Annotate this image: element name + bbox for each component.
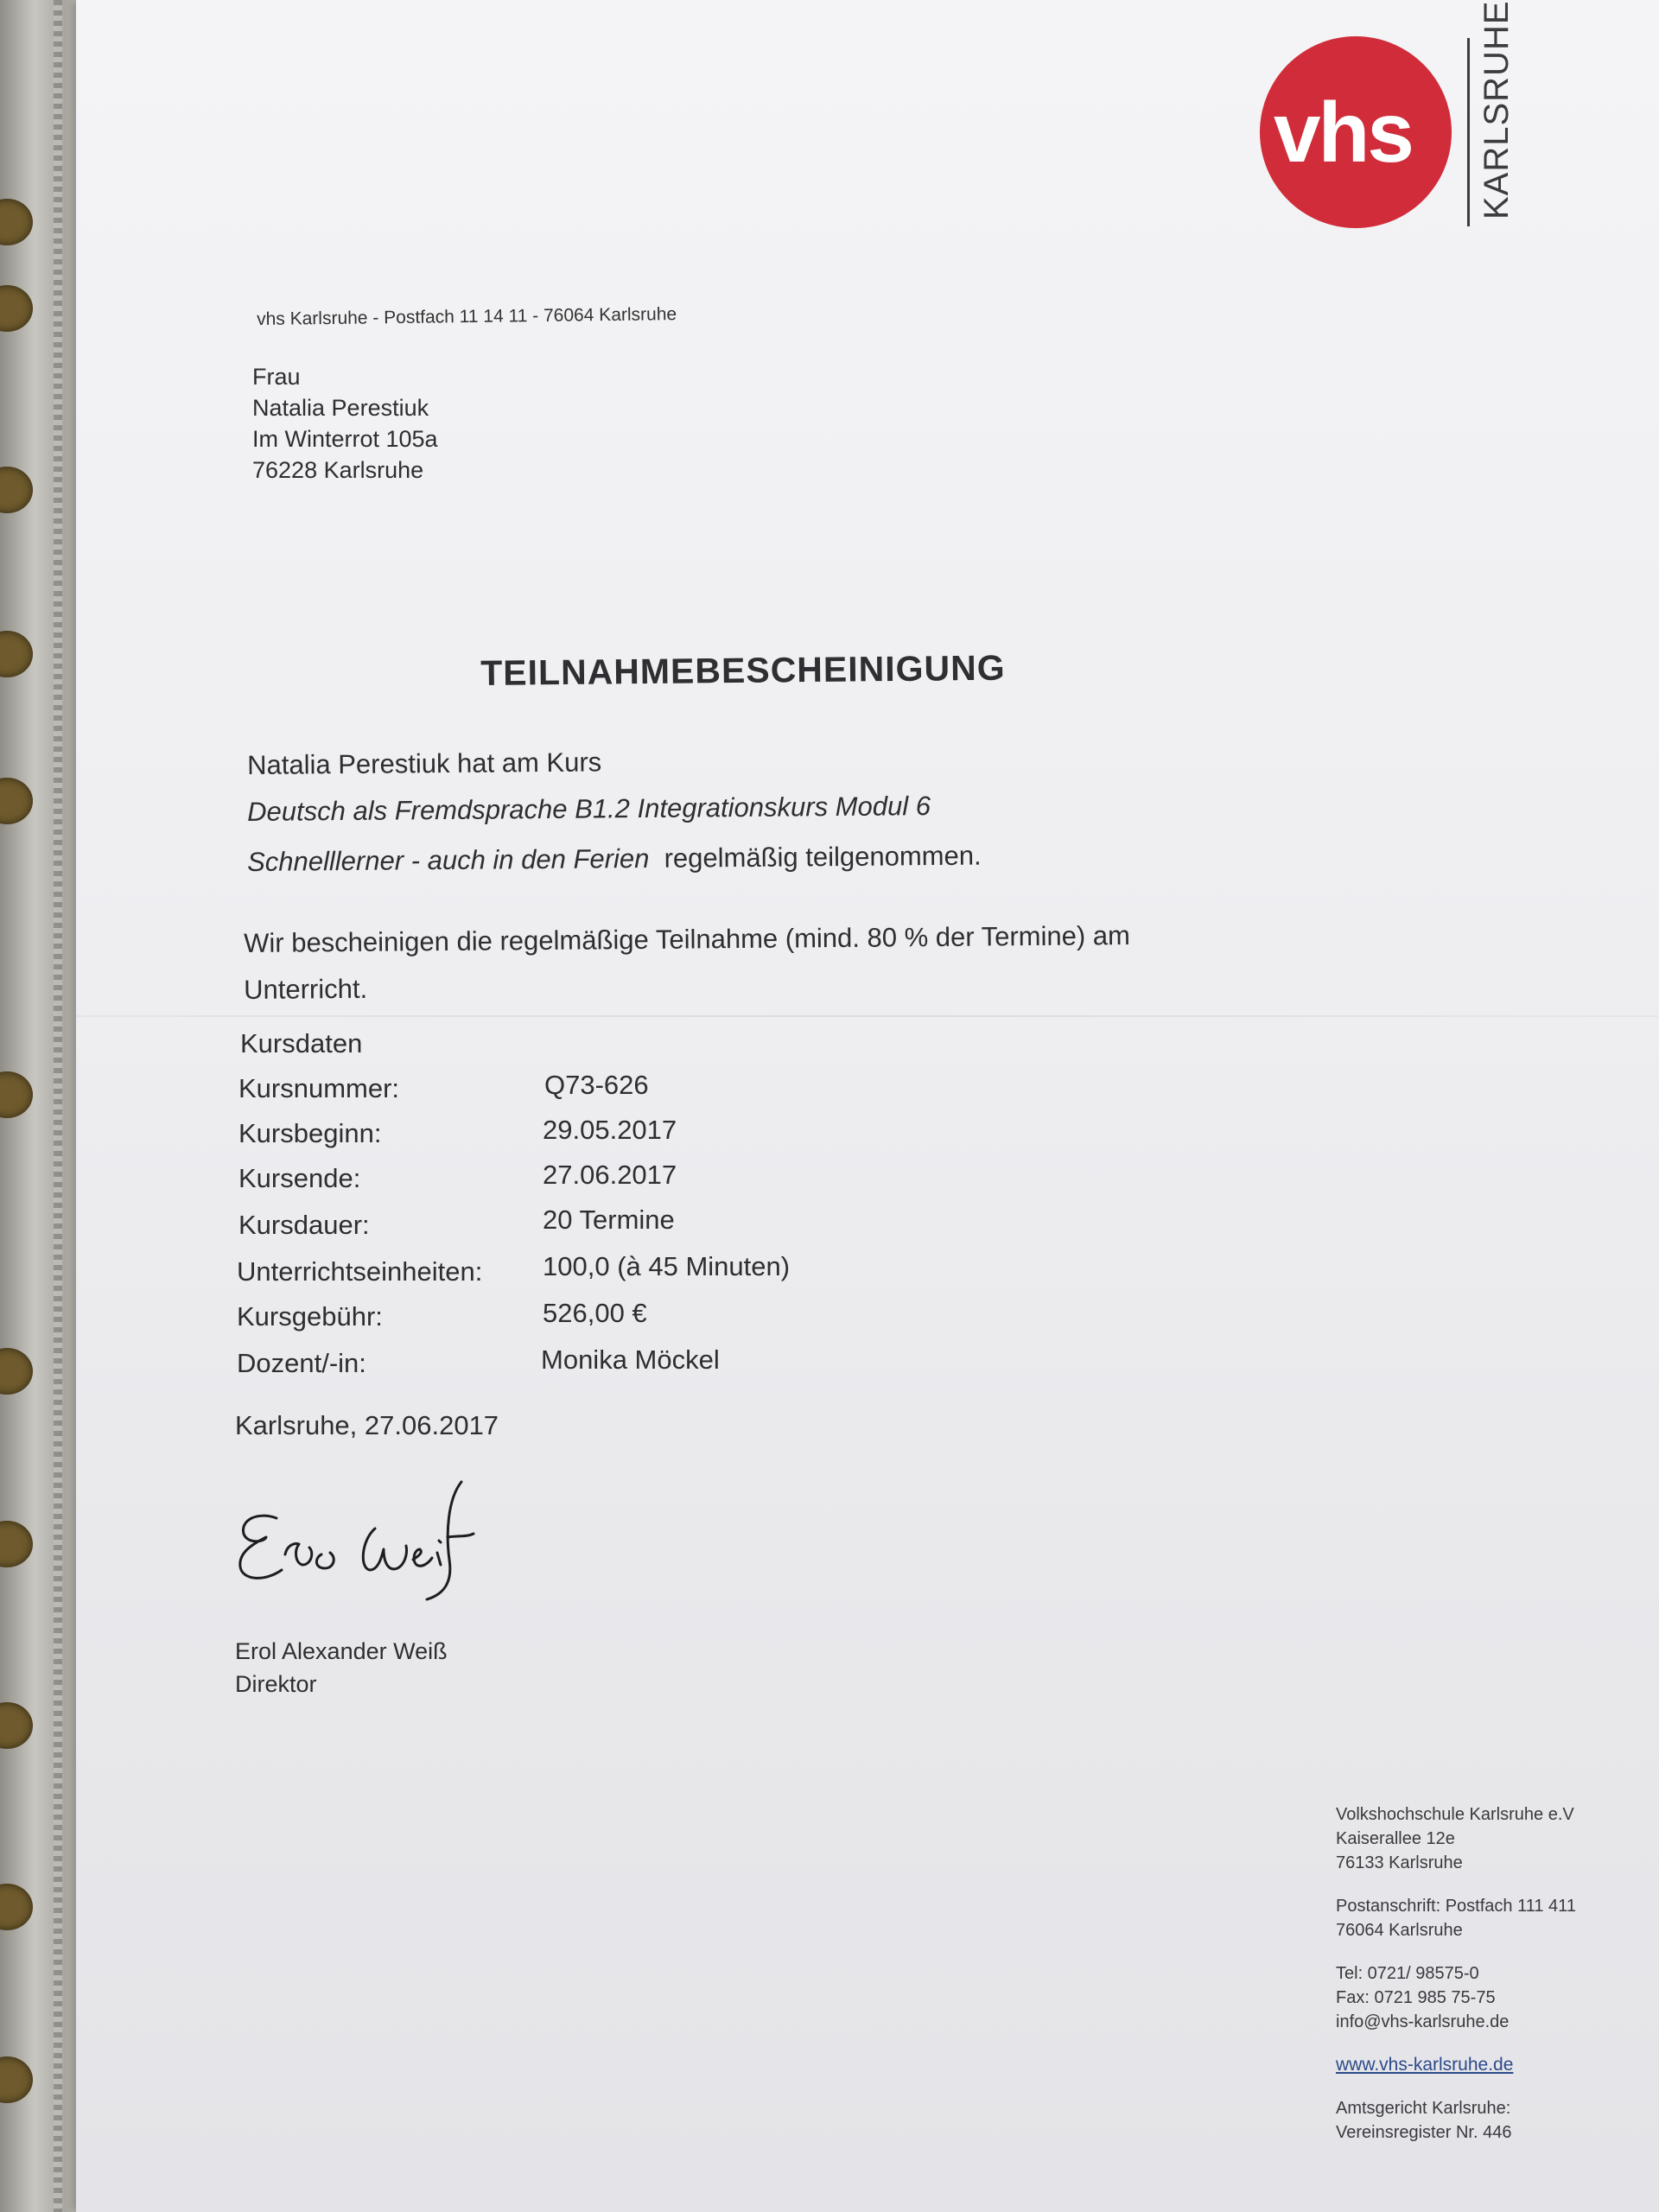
logo-divider [1467, 38, 1470, 226]
handwritten-signature [232, 1473, 577, 1603]
footer-website-link[interactable]: www.vhs-karlsruhe.de [1336, 2055, 1514, 2075]
dozent-label: Dozent/-in: [237, 1348, 366, 1378]
footer-fax: Fax: 0721 985 75-75 [1336, 1988, 1496, 2007]
footer-gap [1336, 2077, 1576, 2096]
participation-text: regelmäßig teilgenommen. [664, 840, 982, 874]
punch-hole [0, 199, 33, 245]
sleeve-edge [54, 0, 62, 2212]
attestation-line-2: Unterricht. [244, 973, 368, 1005]
punch-hole [0, 1071, 33, 1118]
footer-org: Volkshochschule Karlsruhe e.V [1336, 1805, 1574, 1824]
recipient-city: 76228 Karlsruhe [252, 457, 424, 483]
footer-court-1: Amtsgericht Karlsruhe: [1336, 2099, 1511, 2118]
footer-postal-2: 76064 Karlsruhe [1336, 1921, 1463, 1940]
paper-fold [76, 1015, 1659, 1017]
punch-hole [0, 467, 33, 513]
vhs-logo [1260, 0, 1614, 232]
punch-hole [0, 1884, 33, 1930]
kursbeginn-value: 29.05.2017 [543, 1115, 677, 1145]
kursdauer-value: 20 Termine [543, 1205, 675, 1235]
punch-hole [0, 285, 33, 332]
punch-hole [0, 1521, 33, 1567]
footer-street: Kaiserallee 12e [1336, 1829, 1455, 1848]
recipient-address [252, 361, 438, 486]
dozent-value: Monika Möckel [541, 1344, 720, 1375]
footer-court-2: Vereinsregister Nr. 446 [1336, 2123, 1512, 2142]
course-title: Deutsch als Fremdsprache B1.2 Integrationskurs Modul 6 [247, 791, 931, 827]
punch-hole [0, 1348, 33, 1395]
sender-return-address: vhs Karlsruhe - Postfach 11 14 11 - 76064 Karlsruhe [257, 304, 677, 329]
recipient-street: Im Winterrot 105a [252, 426, 438, 452]
kursende-label: Kursende: [238, 1163, 361, 1193]
footer-tel: Tel: 0721/ 98575-0 [1336, 1964, 1479, 1983]
punch-hole [0, 1702, 33, 1749]
attestation-line-1: Wir bescheinigen die regelmäßige Teilnahme (mind. 80 % der Termine) am [244, 920, 1131, 958]
kursnummer-label: Kursnummer: [238, 1073, 400, 1103]
footer-contact-block [1336, 1802, 1576, 2145]
unterrichtseinheiten-value: 100,0 (à 45 Minuten) [543, 1251, 791, 1281]
logo-city: KARLSRUHE [1478, 0, 1516, 219]
footer-gap [1336, 2034, 1576, 2053]
kursende-value: 27.06.2017 [543, 1160, 677, 1190]
kursdauer-label: Kursdauer: [238, 1210, 370, 1240]
kursnummer-value: Q73-626 [544, 1070, 649, 1100]
place-date: Karlsruhe, 27.06.2017 [235, 1410, 499, 1440]
course-subtitle-line [247, 841, 982, 878]
sheet-protector-sleeve [0, 0, 86, 2212]
kursgebuehr-label: Kursgebühr: [237, 1301, 383, 1332]
kursbeginn-label: Kursbeginn: [238, 1118, 382, 1148]
recipient-name: Natalia Perestiuk [252, 395, 429, 421]
punch-hole [0, 2056, 33, 2103]
document-title: TEILNAHMEBESCHEINIGUNG [480, 647, 1006, 693]
kursdaten-heading: Kursdaten [240, 1028, 363, 1058]
intro-line: Natalia Perestiuk hat am Kurs [247, 747, 602, 780]
footer-gap [1336, 1875, 1576, 1894]
footer-email[interactable]: info@vhs-karlsruhe.de [1336, 2012, 1510, 2031]
signatory-role: Direktor [235, 1671, 317, 1697]
footer-city: 76133 Karlsruhe [1336, 1853, 1463, 1872]
punch-hole [0, 778, 33, 824]
footer-postal-1: Postanschrift: Postfach 111 411 [1336, 1897, 1576, 1916]
kursgebuehr-value: 526,00 € [543, 1298, 647, 1328]
logo-mark: vhs [1274, 85, 1412, 180]
document-page [76, 0, 1659, 2212]
unterrichtseinheiten-label: Unterrichtseinheiten: [237, 1256, 483, 1287]
recipient-salutation: Frau [252, 364, 301, 390]
punch-hole [0, 631, 33, 677]
footer-gap [1336, 1942, 1576, 1961]
signatory-name: Erol Alexander Weiß [235, 1638, 448, 1664]
course-subtitle: Schnelllerner - auch in den Ferien [247, 842, 650, 877]
